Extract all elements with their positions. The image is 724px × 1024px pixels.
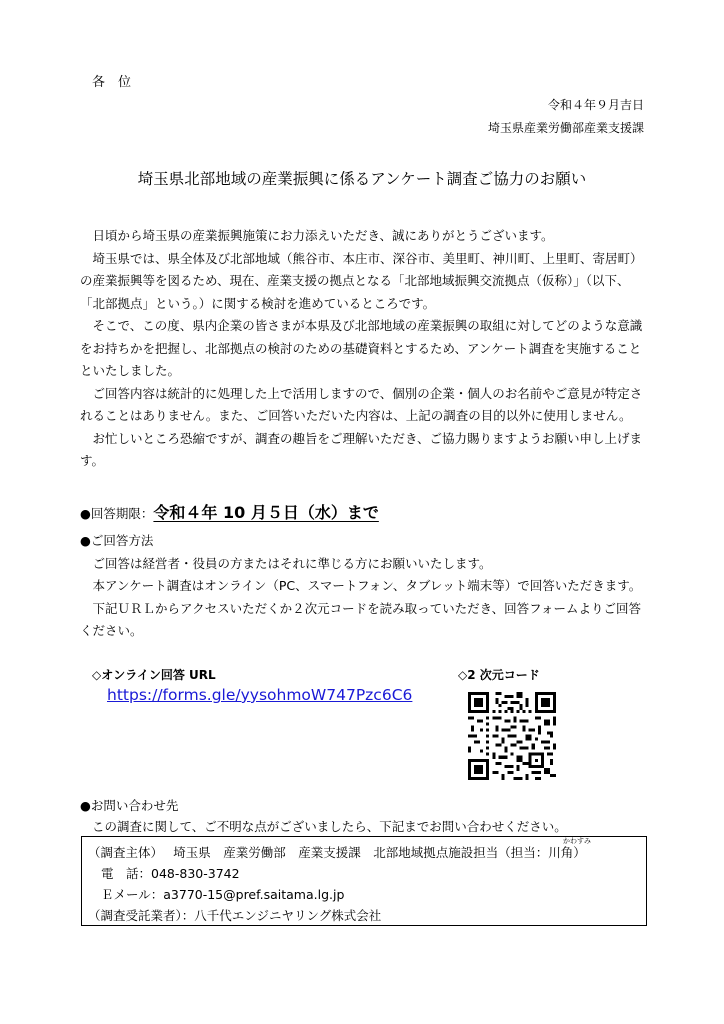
answer-method xyxy=(80,530,648,643)
inquiry-heading: ●お問い合わせ先 xyxy=(80,798,179,813)
body-text xyxy=(80,225,648,473)
body-paragraph-3: そこで、この度、県内企業の皆さまが本県及び北部地域の産業振興の取組に対してどのような意識をお持ちかを把握し、北部拠点の検討のための基礎資料とするため、アンケート調査を実施することといたしました。 xyxy=(80,318,643,378)
contact-name-ruby: かわすみ xyxy=(563,837,591,845)
qr-code-image[interactable] xyxy=(468,692,556,780)
method-line-2: 本アンケート調査はオンライン（PC、スマートフォン、タブレット端末等）で回答いただきます。 xyxy=(92,578,642,593)
body-paragraph-5: お忙しいところ恐縮ですが、調査の趣旨をご理解いただき、ご協力賜りますようお願い申し上げます。 xyxy=(80,430,643,468)
deadline-label: ●回答期限： xyxy=(80,506,154,521)
body-paragraph-4: ご回答内容は統計的に処理した上で活用しますので、個別の企業・個人のお名前やご意見が特定されることはありません。また、ご回答いただいた内容は、上記の調査の目的以外に使用しません。 xyxy=(80,385,643,423)
deadline-value: 令和４年 10 月５日（水）まで xyxy=(153,503,379,522)
contact-phone: 電 話：048-830-3742 xyxy=(101,866,240,881)
deadline xyxy=(80,500,379,523)
issue-date: 令和４年９月吉日 xyxy=(547,98,644,112)
sender-dept: 埼玉県産業労働部産業支援課 xyxy=(487,121,644,135)
contact-email[interactable]: Ｅメール：a3770-15@pref.saitama.lg.jp xyxy=(101,887,345,902)
contact-contractor: （調査受託業者）：八千代エンジニヤリング株式会社 xyxy=(88,908,382,923)
addressee: 各 位 xyxy=(92,75,132,90)
body-paragraph-2: 埼玉県では、県全体及び北部地域（熊谷市、本庄市、深谷市、美里町、神川町、上里町、寄居町）の産業振興等を図るため、現在、産業支援の拠点となる「北部地域振興交流拠点（仮称）」（以下、「北部拠点」という。）に関する検討を進めているところです。 xyxy=(80,250,643,311)
contact-organizer: （調査主体） 埼玉県 産業労働部 産業支援課 北部地域拠点施設担当（担当：川角） xyxy=(88,845,586,860)
method-line-1: ご回答は経営者・役員の方またはそれに準じる方にお願いいたします。 xyxy=(92,555,492,571)
inquiry-intro: この調査に関して、ご不明な点がございましたら、下記までお問い合わせください。 xyxy=(92,819,567,834)
page-title: 埼玉県北部地域の産業振興に係るアンケート調査ご協力のお願い xyxy=(137,170,587,188)
url-heading: ◇オンライン回答 URL xyxy=(92,668,216,682)
method-heading: ●ご回答方法 xyxy=(80,533,154,548)
contact-box xyxy=(81,836,647,926)
qr-heading: ◇2 次元コード xyxy=(458,668,540,682)
method-line-3: 下記ＵＲＬからアクセスいただくか２次元コードを読み取っていただき、回答フォームよりご回答ください。 xyxy=(80,600,642,638)
body-paragraph-1: 日頃から埼玉県の産業振興施策にお力添えいただき、誠にありがとうございます。 xyxy=(92,228,554,243)
survey-url-link[interactable]: https://forms.gle/yysohmoW747Pzc6C6 xyxy=(107,686,413,704)
